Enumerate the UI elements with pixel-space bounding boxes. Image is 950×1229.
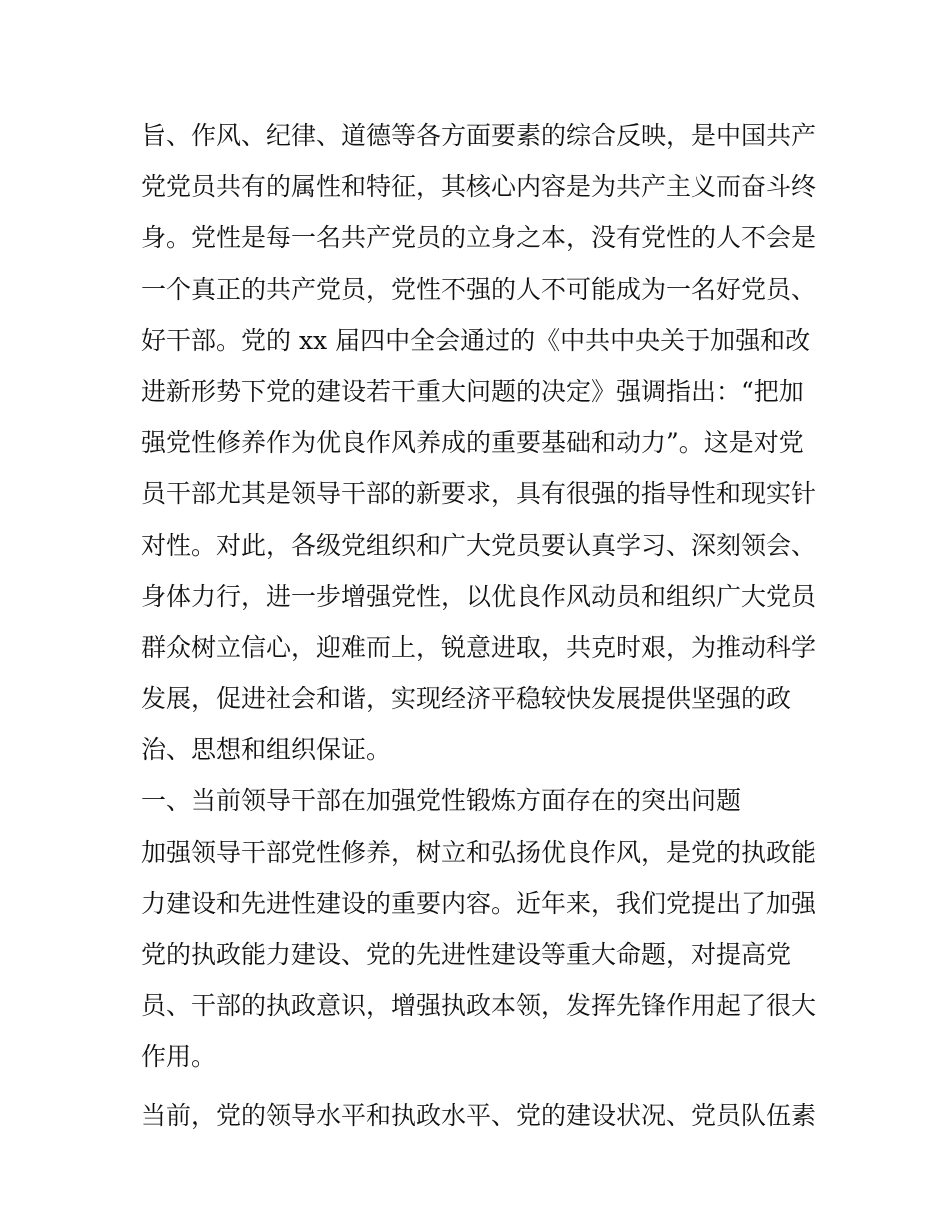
- text-line: 旨、作风、纪律、道德等各方面要素的综合反映，是中国共产: [141, 121, 817, 150]
- text-line: 身。党性是每一名共产党员的立身之本，没有党性的人不会是: [141, 223, 817, 253]
- text-line: 员、干部的执政意识，增强执政本领，发挥先锋作用起了很大: [141, 991, 817, 1021]
- text-line: 对性。对此，各级党组织和广大党员要认真学习、深刻领会、: [141, 530, 817, 560]
- text-line: 强党性修养作为优良作风养成的重要基础和动力”。这是对党: [141, 428, 804, 458]
- text-line: 群众树立信心，迎难而上，锐意进取，共克时艰，为推动科学: [141, 632, 817, 662]
- text-line: 力建设和先进性建设的重要内容。近年来，我们党提出了加强: [141, 888, 817, 918]
- text-line: 党党员共有的属性和特征，其核心内容是为共产主义而奋斗终: [141, 172, 817, 202]
- text-line: 作用。: [141, 1042, 217, 1072]
- text-line: 治、思想和组织保证。: [141, 735, 392, 765]
- text-line: 进新形势下党的建设若干重大问题的决定》强调指出：“把加: [141, 376, 804, 406]
- text-line: 身体力行，进一步增强党性，以优良作风动员和组织广大党员: [141, 581, 817, 611]
- text-line: 发展，促进社会和谐，实现经济平稳较快发展提供坚强的政: [141, 684, 792, 714]
- text-line: 当前，党的领导水平和执政水平、党的建设状况、党员队伍素: [141, 1100, 817, 1130]
- text-line: 加强领导干部党性修养，树立和弘扬优良作风，是党的执政能: [141, 837, 817, 867]
- text-line: 一个真正的共产党员，党性不强的人不可能成为一名好党员、: [141, 274, 817, 304]
- text-line: 好干部。党的 xx 届四中全会通过的《中共中央关于加强和改: [141, 325, 811, 355]
- document-body: [141, 110, 821, 1141]
- text-line: 员干部尤其是领导干部的新要求，具有很强的指导性和现实针: [141, 479, 817, 509]
- text-line: 党的执政能力建设、党的先进性建设等重大命题，对提高党: [141, 940, 792, 969]
- section-heading: 一、当前领导干部在加强党性锻炼方面存在的突出问题: [141, 786, 742, 816]
